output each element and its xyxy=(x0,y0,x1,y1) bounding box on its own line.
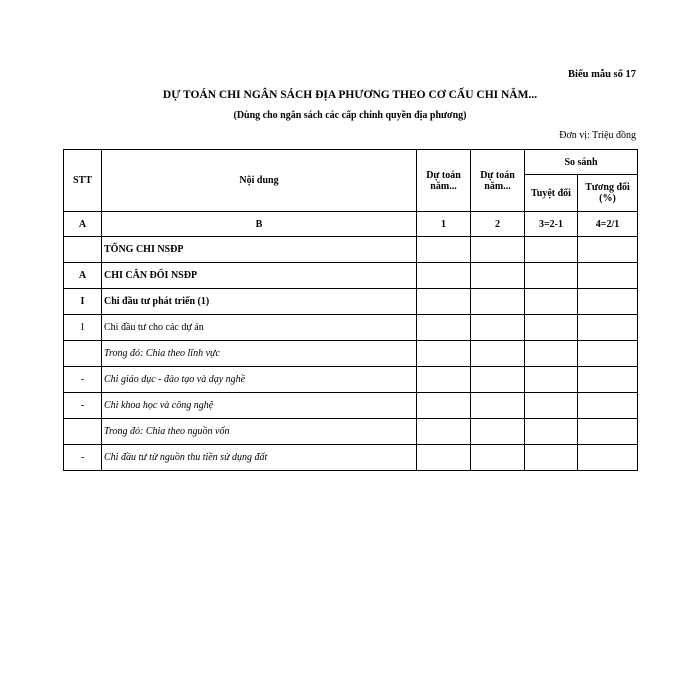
value-cell xyxy=(578,315,638,341)
col-header-absolute: Tuyệt đối xyxy=(525,175,578,212)
value-cell xyxy=(525,263,578,289)
unit-label: Đơn vị: Triệu đồng xyxy=(559,130,636,141)
row-content: CHI CÂN ĐỐI NSĐP xyxy=(102,263,417,289)
index-cell: 3=2-1 xyxy=(525,212,578,237)
value-cell xyxy=(525,289,578,315)
value-cell xyxy=(525,419,578,445)
row-content: Trong đó: Chia theo nguồn vốn xyxy=(102,419,417,445)
index-cell: 1 xyxy=(417,212,471,237)
index-cell: 2 xyxy=(471,212,525,237)
value-cell xyxy=(471,315,525,341)
value-cell xyxy=(471,393,525,419)
col-header-relative: Tương đối (%) xyxy=(578,175,638,212)
table-row xyxy=(64,445,638,471)
col-header-estimate-2: Dự toán năm... xyxy=(471,150,525,212)
row-content: Trong đó: Chia theo lĩnh vực xyxy=(102,341,417,367)
value-cell xyxy=(471,341,525,367)
table-row xyxy=(64,393,638,419)
value-cell xyxy=(417,263,471,289)
value-cell xyxy=(578,263,638,289)
row-stt: - xyxy=(64,445,102,471)
document-subtitle: (Dùng cho ngân sách các cấp chính quyền địa phương) xyxy=(233,110,467,121)
row-stt: A xyxy=(64,263,102,289)
value-cell xyxy=(578,367,638,393)
row-content: Chi đầu tư từ nguồn thu tiền sử dụng đất xyxy=(102,445,417,471)
row-stt: - xyxy=(64,367,102,393)
value-cell xyxy=(578,289,638,315)
value-cell xyxy=(417,367,471,393)
value-cell xyxy=(471,419,525,445)
table-row xyxy=(64,419,638,445)
value-cell xyxy=(417,237,471,263)
value-cell xyxy=(471,237,525,263)
value-cell xyxy=(578,341,638,367)
row-stt xyxy=(64,341,102,367)
row-stt xyxy=(64,419,102,445)
value-cell xyxy=(471,445,525,471)
value-cell xyxy=(417,419,471,445)
col-header-compare: So sánh xyxy=(525,150,638,175)
table-row xyxy=(64,367,638,393)
value-cell xyxy=(525,445,578,471)
value-cell xyxy=(471,263,525,289)
row-content: Chi đầu tư phát triển (1) xyxy=(102,289,417,315)
row-content: TỔNG CHI NSĐP xyxy=(102,237,417,263)
table-row xyxy=(64,263,638,289)
index-cell: A xyxy=(64,212,102,237)
value-cell xyxy=(578,237,638,263)
value-cell xyxy=(417,445,471,471)
header-row xyxy=(64,150,638,175)
row-stt: 1 xyxy=(64,315,102,341)
col-header-estimate-1: Dự toán năm... xyxy=(417,150,471,212)
row-content: Chi giáo dục - đào tạo và dạy nghề xyxy=(102,367,417,393)
table-row xyxy=(64,289,638,315)
value-cell xyxy=(525,393,578,419)
value-cell xyxy=(578,445,638,471)
value-cell xyxy=(525,367,578,393)
table-row xyxy=(64,341,638,367)
row-content: Chi đầu tư cho các dự án xyxy=(102,315,417,341)
value-cell xyxy=(471,367,525,393)
document-title: DỰ TOÁN CHI NGÂN SÁCH ĐỊA PHƯƠNG THEO CƠ CẤU CHI NĂM... xyxy=(162,89,538,101)
value-cell xyxy=(471,289,525,315)
row-stt: - xyxy=(64,393,102,419)
value-cell xyxy=(417,393,471,419)
table-row xyxy=(64,315,638,341)
col-header-content: Nội dung xyxy=(102,150,417,212)
value-cell xyxy=(417,289,471,315)
value-cell xyxy=(525,237,578,263)
index-row xyxy=(64,212,638,237)
index-cell: B xyxy=(102,212,417,237)
value-cell xyxy=(525,315,578,341)
value-cell xyxy=(578,419,638,445)
value-cell xyxy=(578,393,638,419)
value-cell xyxy=(417,341,471,367)
index-cell: 4=2/1 xyxy=(578,212,638,237)
row-content: Chi khoa học và công nghệ xyxy=(102,393,417,419)
value-cell xyxy=(417,315,471,341)
form-number: Biểu mẫu số 17 xyxy=(568,69,636,80)
table-row xyxy=(64,237,638,263)
col-header-stt: STT xyxy=(64,150,102,212)
value-cell xyxy=(525,341,578,367)
row-stt xyxy=(64,237,102,263)
row-stt: I xyxy=(64,289,102,315)
budget-table xyxy=(63,149,638,471)
